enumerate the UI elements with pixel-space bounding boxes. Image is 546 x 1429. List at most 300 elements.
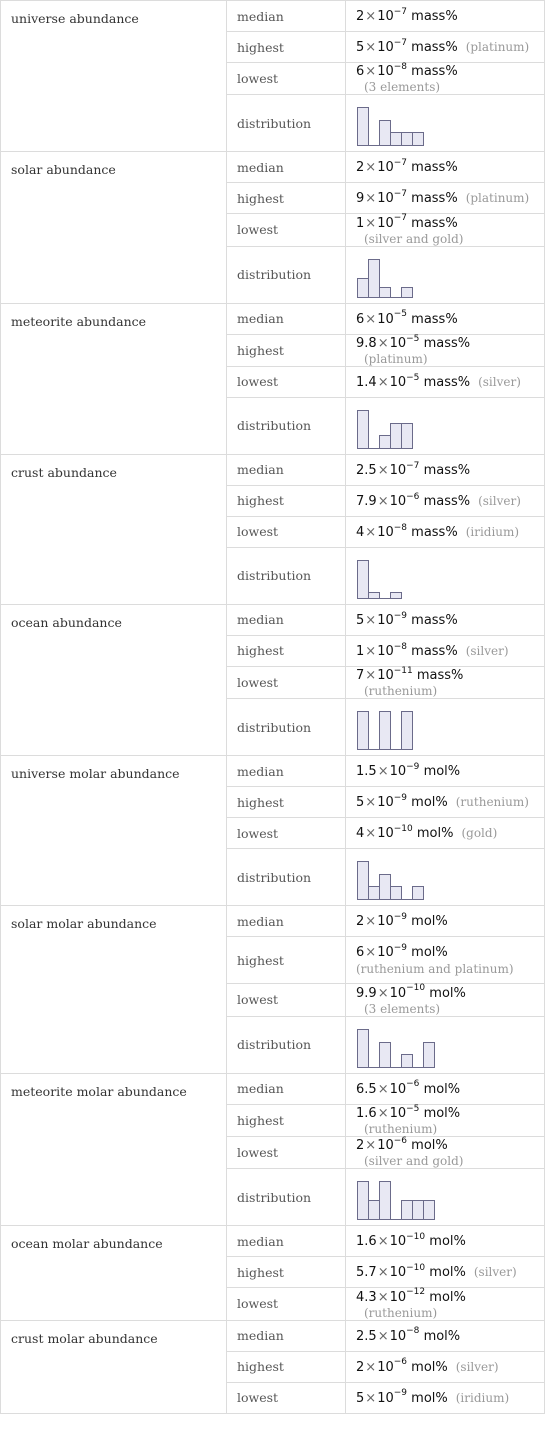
group-label: ocean abundance — [1, 604, 227, 755]
base: 10 — [389, 1105, 407, 1121]
unit: mass% — [411, 525, 458, 541]
times-sign: × — [377, 1105, 389, 1121]
abundance-value — [356, 6, 458, 25]
times-sign: × — [365, 40, 377, 56]
times-sign: × — [377, 375, 389, 391]
base: 10 — [377, 1390, 394, 1406]
mantissa: 1.4 — [356, 375, 377, 391]
times-sign: × — [365, 1138, 377, 1154]
value-cell — [346, 1351, 545, 1382]
base: 10 — [377, 525, 394, 541]
histogram-bar — [413, 1201, 424, 1220]
abundance-value — [356, 309, 458, 327]
unit: mol% — [429, 985, 466, 1001]
element-note: (3 elements) — [364, 1001, 441, 1016]
exponent: −6 — [393, 1357, 408, 1368]
median-row — [1, 604, 545, 635]
abundance-value — [356, 1287, 466, 1305]
histogram-bar — [391, 423, 402, 448]
times-sign: × — [365, 914, 377, 930]
distribution-cell — [346, 547, 545, 604]
mantissa: 9.8 — [356, 335, 377, 351]
abundance-value — [356, 641, 458, 660]
row-label: distribution — [227, 699, 346, 756]
unit: mass% — [411, 9, 458, 25]
mantissa: 9.9 — [356, 985, 377, 1001]
base: 10 — [377, 826, 394, 842]
base: 10 — [389, 1328, 407, 1344]
exponent: −6 — [406, 491, 420, 502]
element-note: (3 elements) — [364, 80, 441, 95]
histogram-bar — [413, 133, 424, 146]
histogram-bar — [402, 1201, 413, 1220]
abundance-value — [356, 610, 458, 629]
distribution-cell — [346, 1016, 545, 1073]
unit: mass% — [423, 375, 471, 391]
histogram-bar — [380, 1182, 391, 1220]
abundance-value — [356, 1265, 466, 1280]
group-label: universe abundance — [1, 1, 227, 152]
abundance-value — [356, 983, 466, 1001]
unit: mol% — [411, 914, 448, 930]
base: 10 — [389, 1234, 407, 1250]
row-label: highest — [227, 1351, 346, 1382]
distribution-cell — [346, 397, 545, 454]
base: 10 — [377, 40, 394, 56]
mantissa: 4 — [356, 826, 365, 842]
mantissa: 4 — [356, 525, 365, 541]
histogram-bar — [369, 592, 380, 598]
group-label: crust abundance — [1, 454, 227, 604]
group-label: solar molar abundance — [1, 906, 227, 1073]
histogram-bar — [369, 1201, 380, 1220]
histogram-bar — [358, 410, 369, 448]
times-sign: × — [365, 1390, 377, 1406]
abundance-value — [356, 1103, 461, 1121]
distribution-histogram — [356, 703, 423, 751]
histogram-bar — [358, 712, 369, 750]
exponent: −10 — [406, 1232, 426, 1243]
exponent: −9 — [393, 912, 408, 923]
mantissa: 2 — [356, 1138, 365, 1154]
exponent: −9 — [393, 1388, 408, 1399]
value-cell — [346, 635, 545, 666]
abundance-value — [356, 1234, 466, 1249]
abundance-value — [356, 1079, 461, 1097]
abundance-value — [356, 64, 458, 79]
value-cell — [346, 454, 545, 485]
histogram-bar — [391, 133, 402, 146]
value-cell — [346, 1104, 545, 1136]
unit: mol% — [411, 945, 448, 961]
mantissa: 1 — [356, 215, 365, 231]
mantissa: 7.9 — [356, 494, 377, 510]
median-row — [1, 454, 545, 485]
histogram-bar — [380, 875, 391, 900]
base: 10 — [389, 335, 407, 351]
base: 10 — [389, 1289, 407, 1305]
base: 10 — [377, 914, 394, 930]
base: 10 — [377, 668, 394, 684]
histogram-bar — [391, 887, 402, 900]
unit: mol% — [423, 764, 461, 780]
row-label: median — [227, 1, 346, 32]
element-note: (ruthenium) — [455, 795, 529, 810]
distribution-cell — [346, 246, 545, 303]
base: 10 — [377, 945, 394, 961]
value-cell — [346, 183, 545, 214]
abundance-value — [356, 1326, 461, 1344]
mantissa: 2.5 — [356, 463, 377, 479]
unit: mass% — [411, 215, 458, 231]
value-cell — [346, 334, 545, 366]
distribution-histogram — [356, 1173, 445, 1221]
exponent: −7 — [406, 460, 420, 471]
mantissa: 5 — [356, 795, 365, 811]
mantissa: 6 — [356, 64, 365, 80]
row-label: highest — [227, 334, 346, 366]
unit: mass% — [411, 311, 458, 327]
unit: mass% — [423, 463, 471, 479]
times-sign: × — [377, 1265, 389, 1281]
abundance-value — [356, 522, 458, 541]
row-label: highest — [227, 937, 346, 984]
mantissa: 5 — [356, 613, 365, 629]
exponent: −11 — [393, 665, 413, 676]
base: 10 — [377, 795, 394, 811]
times-sign: × — [365, 311, 377, 327]
mantissa: 7 — [356, 668, 365, 684]
histogram-bar — [424, 1201, 435, 1220]
base: 10 — [377, 9, 394, 25]
row-label: highest — [227, 787, 346, 818]
base: 10 — [377, 1138, 394, 1154]
histogram-bar — [380, 1042, 391, 1067]
mantissa: 5 — [356, 1390, 365, 1406]
element-note: (platinum) — [465, 191, 530, 206]
row-label: lowest — [227, 366, 346, 397]
abundance-value — [356, 37, 458, 56]
element-note: (ruthenium and platinum) — [356, 962, 514, 977]
row-label: distribution — [227, 1016, 346, 1073]
distribution-cell — [346, 699, 545, 756]
base: 10 — [389, 764, 407, 780]
mantissa: 5.7 — [356, 1265, 377, 1281]
value-cell — [346, 1320, 545, 1351]
unit: mol% — [423, 1328, 461, 1344]
times-sign: × — [365, 191, 377, 207]
abundance-value — [356, 945, 448, 960]
median-row — [1, 1320, 545, 1351]
row-label: lowest — [227, 1288, 346, 1320]
histogram-bar — [380, 121, 391, 146]
element-note: (gold) — [461, 826, 498, 841]
row-label: highest — [227, 635, 346, 666]
mantissa: 4.3 — [356, 1289, 377, 1305]
value-cell — [346, 485, 545, 516]
abundance-value — [356, 665, 464, 684]
element-note: (silver) — [473, 1265, 517, 1280]
row-label: highest — [227, 183, 346, 214]
abundance-value — [356, 1135, 448, 1154]
element-note: (platinum) — [465, 40, 530, 55]
row-label: median — [227, 906, 346, 937]
exponent: −7 — [393, 37, 408, 48]
base: 10 — [389, 1265, 407, 1281]
distribution-histogram — [356, 99, 434, 147]
row-label: distribution — [227, 1169, 346, 1226]
exponent: −6 — [393, 1135, 408, 1146]
histogram-bar — [380, 712, 391, 750]
group-label: solar abundance — [1, 152, 227, 303]
exponent: −5 — [406, 1103, 420, 1114]
exponent: −10 — [406, 1263, 426, 1274]
value-cell — [346, 756, 545, 787]
value-cell — [346, 1, 545, 32]
value-cell — [346, 787, 545, 818]
unit: mass% — [411, 644, 458, 660]
element-note: (iridium) — [455, 1390, 510, 1405]
unit: mass% — [411, 64, 458, 80]
row-label: distribution — [227, 849, 346, 906]
exponent: −8 — [393, 522, 408, 533]
row-label: median — [227, 303, 346, 334]
row-label: median — [227, 1073, 346, 1104]
median-row — [1, 906, 545, 937]
unit: mass% — [423, 494, 471, 510]
abundance-value — [356, 160, 458, 175]
histogram-bar — [358, 108, 369, 146]
row-label: lowest — [227, 516, 346, 547]
mantissa: 1.6 — [356, 1105, 377, 1121]
abundance-table-body — [1, 1, 545, 1414]
unit: mol% — [411, 1359, 448, 1375]
base: 10 — [377, 644, 394, 660]
exponent: −9 — [393, 610, 408, 621]
value-cell — [346, 63, 545, 95]
unit: mass% — [411, 40, 458, 56]
median-row — [1, 152, 545, 183]
times-sign: × — [365, 945, 377, 961]
base: 10 — [389, 463, 407, 479]
histogram-bar — [380, 435, 391, 448]
abundance-value — [356, 914, 448, 929]
value-cell — [346, 1136, 545, 1168]
times-sign: × — [365, 160, 377, 176]
row-label: lowest — [227, 1382, 346, 1413]
times-sign: × — [377, 494, 389, 510]
times-sign: × — [365, 826, 377, 842]
exponent: −7 — [393, 6, 408, 17]
value-cell — [346, 366, 545, 397]
exponent: −6 — [406, 1079, 420, 1090]
element-note: (silver) — [478, 494, 521, 509]
exponent: −8 — [393, 62, 408, 72]
histogram-bar — [402, 712, 413, 750]
mantissa: 2.5 — [356, 1328, 377, 1344]
value-cell — [346, 604, 545, 635]
times-sign: × — [377, 463, 389, 479]
abundance-value — [356, 1388, 448, 1406]
median-row — [1, 1226, 545, 1257]
abundance-value — [356, 213, 458, 231]
element-note: (ruthenium) — [364, 1305, 438, 1320]
value-cell — [346, 214, 545, 246]
histogram-bar — [424, 1042, 435, 1067]
unit: mol% — [429, 1234, 466, 1250]
row-label: highest — [227, 485, 346, 516]
unit: mass% — [411, 191, 458, 207]
histogram-bar — [369, 259, 380, 297]
value-cell — [346, 818, 545, 849]
exponent: −5 — [406, 372, 420, 383]
exponent: −10 — [406, 983, 426, 994]
row-label: lowest — [227, 214, 346, 246]
distribution-histogram — [356, 251, 423, 299]
abundance-value — [356, 1357, 448, 1375]
group-label: universe molar abundance — [1, 756, 227, 906]
element-note: (platinum) — [364, 351, 428, 366]
exponent: −9 — [393, 943, 408, 954]
unit: mass% — [423, 335, 471, 351]
exponent: −8 — [406, 1326, 420, 1337]
element-note: (ruthenium) — [364, 1121, 438, 1136]
row-label: median — [227, 756, 346, 787]
times-sign: × — [365, 1359, 377, 1375]
median-row — [1, 1073, 545, 1104]
base: 10 — [389, 375, 407, 391]
unit: mass% — [411, 613, 458, 629]
row-label: median — [227, 604, 346, 635]
distribution-histogram — [356, 552, 412, 600]
abundance-value — [356, 764, 460, 779]
row-label: highest — [227, 32, 346, 63]
exponent: −7 — [393, 158, 408, 169]
abundance-value — [356, 460, 471, 479]
times-sign: × — [365, 668, 377, 684]
row-label: median — [227, 152, 346, 183]
histogram-bar — [358, 278, 369, 297]
exponent: −7 — [393, 189, 408, 200]
mantissa: 5 — [356, 40, 365, 56]
times-sign: × — [365, 215, 377, 231]
base: 10 — [377, 191, 394, 207]
times-sign: × — [365, 613, 377, 629]
unit: mol% — [411, 1390, 448, 1406]
exponent: −8 — [393, 641, 408, 652]
row-label: lowest — [227, 818, 346, 849]
row-label: lowest — [227, 666, 346, 698]
value-cell — [346, 1073, 545, 1104]
abundance-value — [356, 795, 448, 810]
histogram-bar — [413, 887, 424, 900]
base: 10 — [377, 160, 394, 176]
row-label: median — [227, 454, 346, 485]
unit: mol% — [423, 1105, 461, 1121]
value-cell — [346, 32, 545, 63]
element-note: (silver) — [478, 375, 521, 390]
value-cell — [346, 937, 545, 984]
mantissa: 9 — [356, 191, 365, 207]
row-label: median — [227, 1320, 346, 1351]
mantissa: 1.5 — [356, 764, 377, 780]
histogram-bar — [358, 1182, 369, 1220]
exponent: −10 — [393, 824, 413, 835]
row-label: lowest — [227, 63, 346, 95]
value-cell — [346, 516, 545, 547]
element-note: (ruthenium) — [364, 684, 438, 699]
base: 10 — [389, 1081, 407, 1097]
unit: mol% — [411, 1138, 448, 1154]
histogram-bar — [369, 887, 380, 900]
unit: mol% — [416, 826, 454, 842]
mantissa: 6 — [356, 945, 365, 961]
histogram-bar — [358, 560, 369, 598]
value-cell — [346, 666, 545, 698]
base: 10 — [377, 311, 394, 327]
row-label: median — [227, 1226, 346, 1257]
distribution-histogram — [356, 1021, 445, 1069]
times-sign: × — [377, 1081, 389, 1097]
unit: mol% — [423, 1081, 461, 1097]
histogram-bar — [402, 287, 413, 297]
abundance-value — [356, 372, 471, 391]
value-cell — [346, 984, 545, 1016]
exponent: −12 — [406, 1287, 426, 1298]
group-label: ocean molar abundance — [1, 1226, 227, 1320]
median-row — [1, 303, 545, 334]
times-sign: × — [377, 985, 389, 1001]
times-sign: × — [377, 1234, 389, 1250]
histogram-bar — [402, 1054, 413, 1067]
unit: mass% — [416, 668, 464, 684]
times-sign: × — [365, 9, 377, 25]
mantissa: 6.5 — [356, 1081, 377, 1097]
element-note: (silver and gold) — [364, 1154, 464, 1169]
abundance-value — [356, 826, 453, 841]
row-label: distribution — [227, 397, 346, 454]
histogram-bar — [402, 133, 413, 146]
row-label: distribution — [227, 95, 346, 152]
row-label: distribution — [227, 246, 346, 303]
value-cell — [346, 1382, 545, 1413]
exponent: −9 — [406, 762, 420, 773]
row-label: distribution — [227, 547, 346, 604]
element-note: (iridium) — [465, 525, 520, 540]
value-cell — [346, 303, 545, 334]
group-label: crust molar abundance — [1, 1320, 227, 1413]
base: 10 — [377, 64, 394, 80]
distribution-histogram — [356, 402, 423, 450]
element-note: (silver and gold) — [364, 231, 464, 246]
median-row — [1, 1, 545, 32]
histogram-bar — [402, 423, 413, 448]
mantissa: 2 — [356, 914, 365, 930]
abundance-value — [356, 491, 471, 510]
mantissa: 2 — [356, 160, 365, 176]
value-cell — [346, 152, 545, 183]
distribution-histogram — [356, 853, 434, 901]
distribution-cell — [346, 1169, 545, 1226]
unit: mass% — [411, 160, 458, 176]
base: 10 — [389, 494, 407, 510]
exponent: −9 — [393, 793, 408, 804]
row-label: lowest — [227, 1136, 346, 1168]
value-cell — [346, 1257, 545, 1288]
mantissa: 2 — [356, 1359, 365, 1375]
value-cell — [346, 906, 545, 937]
row-label: highest — [227, 1104, 346, 1136]
